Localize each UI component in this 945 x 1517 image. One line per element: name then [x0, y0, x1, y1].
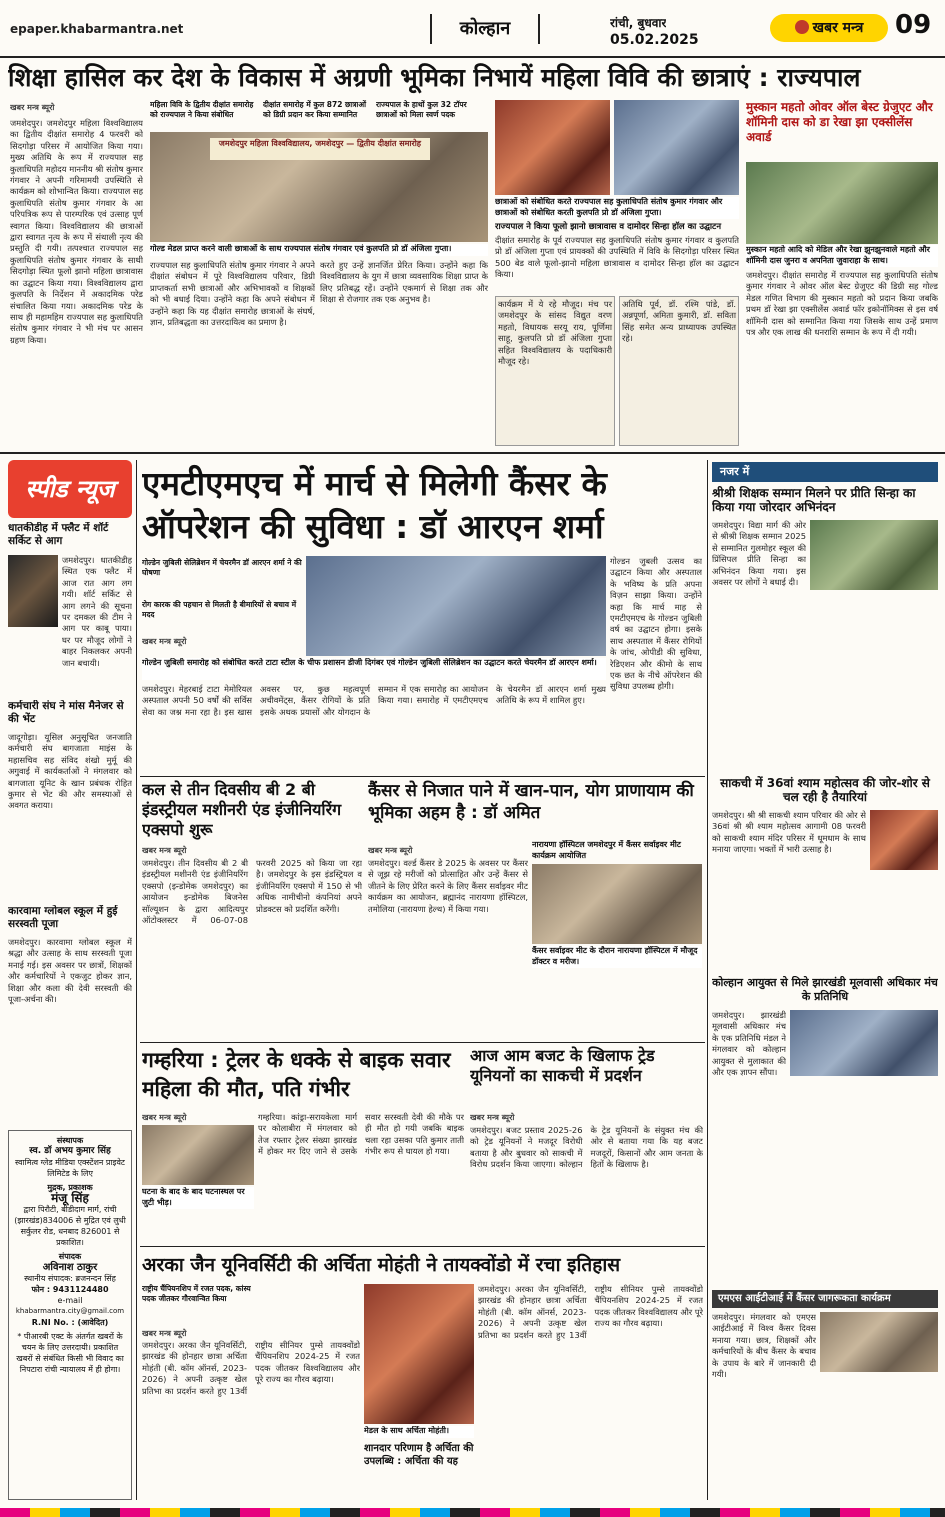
convocation-banner: जमशेदपुर महिला विश्वविद्यालय, जमशेदपुर — द्वितीय दीक्षांत समारोह: [210, 138, 430, 160]
cancer-tag-2: रोग कारक की पहचान से मिलती है बीमारियों से बचाव में मदद: [142, 600, 297, 619]
lead-headline: शिक्षा हासिल कर देश के विकास में अग्रणी भूमिका निभायें महिला विवि की छात्राएं : राज्यपाल: [8, 63, 861, 92]
imprint-editor-label: संपादक: [58, 1252, 82, 1261]
photo-tag-2: दीक्षांत समारोह में कुल 872 छात्राओं को डिग्री प्रदान कर किया सम्मानित: [263, 100, 366, 119]
yoga-headline: कैंसर से निजात पाने में खान-पान, योग प्राणायाम की भूमिका अहम है : डॉ अमित: [368, 781, 694, 823]
divider-cancer: [140, 776, 705, 777]
imprint-owner: स्वामित्व ग्लेड मीडिया एक्स्टेंशन प्राइवेट लिमिटेड के लिए: [15, 1158, 125, 1178]
award-photo: [746, 162, 938, 244]
column-rule-left: [136, 460, 137, 1500]
cancer-body: जमशेदपुर। मेहरबाई टाटा मेमोरियल अस्पताल अपनी 50 वर्षों की सर्विस सेवा का जश्न मना रहा है। इस खास अवसर पर, कुछ महत्वपूर्ण अचीवमेंट्स, कैंसर रोगियों के प्रति इसके अथक प्रयासों और योगदान के सम्मान में एक समारोह का आयोजन किया गया। समारोह में एमटीएमएच के चेयरमैन डॉ आरएन शर्मा मुख्य अतिथि के रूप में शामिल हुए।: [142, 684, 606, 717]
yoga-byline: खबर मन्त्र ब्यूरो: [368, 846, 413, 855]
hostel-body: दीक्षांत समारोह के पूर्व राज्यपाल सह कुलाधिपति संतोष कुमार गंगवार व कुलपति प्रो डॉ अंजिला गुप्ता एवं प्रायक्कों की उपस्थिति में विवि के सिदगोड़ा परिसर स्थित 500 बेड वाले फूलो-झानो महिला छात्रावास व दामोदर सिन्हा हॉल का उद्घाटन किया।: [495, 235, 739, 280]
section-name: कोल्हान: [430, 14, 540, 44]
group-photo-caption: गोल्ड मेडल प्राप्त करने वाली छात्राओं के साथ राज्यपाल संतोष गंगवार एवं कुलपति प्रो डॉ अंजिला गुप्ता।: [150, 244, 488, 256]
commissioner-photo: [790, 1010, 938, 1076]
nazar-2-head: साकची में 36वां श्याम महोत्सव की जोर-शोर से चल रही है तैयारियां: [720, 776, 930, 804]
imprint-email[interactable]: khabarmantra.city@gmail.com: [15, 1307, 125, 1315]
imprint-box: [8, 1130, 132, 1500]
cancer-tag-1: गोल्डेन जुबिली सेलिब्रेशन में चेयरमैन डॉ आरएन शर्मा ने की घोषणा: [142, 558, 302, 577]
nazar-3-body: जमशेदपुर। झारखंडी मूलवासी अधिकार मंच के एक प्रतिनिधि मंडल ने मंगलवार को कोल्हान आयुक्त से मुलाकात की और एक ज्ञापन सौंपा।: [712, 1010, 786, 1078]
page-number: 09: [895, 10, 932, 40]
taekwondo-pull-quote: शानदार परिणाम है अर्चिता की उपलब्धि : अर्चिता की यह: [364, 1443, 474, 1467]
nazar-1-head: श्रीश्री शिक्षक सम्मान मिलने पर प्रीति सिन्हा का किया गया जोरदार अभिनंदन: [712, 486, 916, 514]
yoga-tag: नारायणा हॉस्पिटल जमशेदपुर में कैंसर सर्वाइवर मीट कार्यक्रम आयोजित: [532, 840, 681, 860]
imprint-editor: अविनाश ठाकुर: [42, 1262, 98, 1273]
cancer-event-photo: [306, 556, 606, 656]
column-rule-right: [707, 460, 708, 1500]
lead-col-2: राज्यपाल सह कुलाधिपति संतोष कुमार गंगवार ने अपने दीक्षांत संबोधन में पूरे विश्वविद्यालय परिवार, डिग्री प्राप्तकर्ता सभी छात्राओं और अभिभावकों व शिक्षकों को भी बधाई दिया। उन्होंने कहा कि अपने संबोधन में उन्होंने कहा कि यह दीक्षांत समारोह छात्राओं के संघर्ष, ज्ञान, प्रतिबद्धता का उत्तरदायित्व का प्रमाण है।: [150, 260, 315, 328]
speed-news-2-body: जादूगोड़ा। यूसिल अनुसूचित जनजाति कर्मचारी संघ बागजाता माइंस के महासचिव सह संविद शंखो मुर्मू की अगुवाई में कार्यकर्ताओं ने मंगलवार को बागजाता यूनिट के खान प्रबंधक रोहित कुमार से भेंट की और समस्याओं से अवगत कराया।: [8, 732, 132, 811]
divider-accident: [140, 1246, 705, 1247]
issue-date: 05.02.2025: [610, 32, 699, 48]
attendees-box-2: अतिथि पूर्व, डॉ. रश्मि पांडे, डॉ. अन्नपूर्णा, अमिता कुमारी, डॉ. सविता सिंह समेत अन्य प्राध्यापक उपस्थित रहे।: [619, 296, 739, 446]
teacher-honour-photo: [810, 520, 938, 590]
imprint-publisher-label: मुद्रक, प्रकाशक: [47, 1183, 93, 1192]
attendees-box: कार्यक्रम में ये रहे मौजूद। मंच पर जमशेदपुर के सांसद विद्युत वरण महतो, विधायक सरयू राय, पूर्णिमा साहू, कुलपति प्रो डॉ अंजिला गुप्ता सहित विश्वविद्यालय के पदाधिकारी मौजूद रहे।: [495, 296, 615, 446]
nazar-4-head: एमएस आईटीआई में कैंसर जागरूकता कार्यक्रम: [712, 1290, 938, 1308]
athlete-photo: [364, 1284, 474, 1424]
divider-yoga: [140, 1042, 705, 1043]
taekwondo-body-2: जमशेदपुर। अरका जैन यूनिवर्सिटी, झारखंड की होनहार छात्रा अर्चिता मोहंती (बी. कॉम ऑनर्स, 2023-2026) ने अपनी उत्कृष्ट खेल प्रतिभा का प्रदर्शन करते हुए 13वीं राष्ट्रीय सीनियर पुम्से तायक्वोंडो चैंपियनशिप 2024-25 में रजत पदक जीतकर विश्वविद्यालय और पूरे राज्य का गौरव बढ़ाया।: [478, 1284, 703, 1340]
section-divider: [0, 452, 945, 454]
imprint-rni: R.NI No. : (आवेदित): [31, 1318, 109, 1327]
lead-body: जमशेदपुर। जमशेदपुर महिला विश्वविद्यालय का द्वितीय दीक्षांत समारोह 4 फरवरी को सिदगोड़ा परिसर में आयोजित किया गया। मुख्य अतिथि के रूप में राज्यपाल सह कुलाधिपति महोदय माननीय श्री संतोष कुमार गंगवार ने अपनी गरिमामयी उपस्थिति से कार्यक्रम को शोभान्वित किया। राज्यपाल सह कुलाधिपति संतोष कुमार गंगवार के आ परिपत्रिक रूप से पारम्परिक एवं उत्साह पूर्ण स्वागत किया। विश्वविद्यालय की छात्राओं द्वारा स्वागत नृत्य के रूप में संथाली नृत्य की प्रस्तुति दी गयी। तत्पश्चात राज्यपाल सह कुलाधिपति संतोष कुमार गंगवार के साथी सिदगोड़ा स्थित फूलो झानो महिला छात्रावास का उद्घाटन किया गया। विश्वविद्यालय द्वारा कुलपति के निर्देशन में अकादमिक परेड संचालित किया गया। अकादमिक परेड के साथ ही महामहिम राज्यपाल सह कुलाधिपति संतोष कुमार गंगवार ने भी मंच पर आसन ग्रहण किया।: [10, 118, 143, 345]
nazar-label: नजर में: [712, 462, 938, 482]
imprint-phone: फोन : 9431124480: [31, 1285, 109, 1294]
athlete-caption: मेडल के साथ अर्चिता मोहंती।: [364, 1426, 474, 1438]
speed-news-2-head: कर्मचारी संघ ने मांस मैनेजर से की भेंट: [8, 700, 124, 725]
award-body: जमशेदपुर। दीक्षांत समारोह में राज्यपाल सह कुलाधिपति संतोष कुमार गंगवार ने ओवर ऑल बेस्ट ग्रेजुएट की डिग्री सह गोल्ड मेडल गणित विभाग की मुस्कान महतो को प्रदान किया जबकि प्रथम डॉ रेखा झा एक्सीलेंस अवार्ड फॉर इकोनॉमिक्स से इस वर्ष शॉमिनी दास को सम्मानित किया गया जिसके साथ उन्हें प्रमाण पत्र और एक लाख की धनराशि सम्मान के रूप में दी गयी।: [746, 270, 938, 338]
photo2-caption: छात्राओं को संबोधित करते राज्यपाल सह कुलाधिपति संतोष कुमार गंगवार और छात्राओं को संबोधित करती कुलपति प्रो डॉ अंजिला गुप्ता।: [495, 197, 739, 219]
lead-byline: खबर मन्त्र ब्यूरो: [10, 103, 55, 112]
speed-news-1-head: धातकीडीह में फ्लैट में शॉर्ट सर्किट से आग: [8, 522, 109, 547]
city-day: रांची, बुधवार: [610, 16, 667, 30]
cancer-body-2: गोल्डन जुबली उत्सव का उद्घाटन किया और अस्पताल के भविष्य के प्रति अपना विज़न साझा किया। उन्होंने कहा कि मार्च माह से एमटीएमएच के गोल्डन जुबिली वर्ष का उद्घाटन होगा। इसके साथ अस्पताल में कैंसर रोगियों के जांच, ओपीडी की सुविधा, रेडिएशन और कीमो के साथ एक छत के नीचे ऑपरेशन की सुविधा उपलब्ध होगी।: [610, 556, 702, 692]
accident-body: गम्हरिया। कांड्रा-सरायकेला मार्ग पर कोलाबीरा में मंगलवार को तेज रफ्तार ट्रेलर संख्या झारखंड में होकर मर दिए जाने से उसके सवार सरस्वती देवी की मौके पर ही मौत हो गयी जबकि बाइक चला रहा उसका पति कुमार ताती गंभीर रूप से घायल हो गया।: [258, 1112, 464, 1157]
yoga-body: जमशेदपुर। वर्ल्ड कैंसर डे 2025 के अवसर पर कैंसर से जूझ रहे मरीजों को प्रोत्साहित और उन्हें कैंसर से जीतने के लिए प्रेरित करने के लिए कैंसर सर्वाइवर मीट कार्यक्रम का आयोजन, ब्रह्मानंद नारायणा हॉस्पिटल, तमोलिया (नारायणा हेल्थ) में किया गया।: [368, 858, 528, 914]
photo-tag-1: महिला विवि के द्वितीय दीक्षांत समारोह को राज्यपाल ने किया संबोधित: [150, 100, 254, 119]
budget-body: जमशेदपुर। बजट प्रस्ताव 2025-26 को ट्रेड यूनियनों ने मजदूर विरोधी बताया है और बुधवार को साकची में विरोध प्रदर्शन किया जाएगा। कोल्हान के ट्रेड यूनियनों के संयुक्त मंच की ओर से बताया गया कि यह बजट मजदूरों, किसानों और आम जनता के हितों के खिलाफ है।: [470, 1125, 703, 1170]
convocation-group-photo: [150, 132, 488, 242]
award-photo-caption: मुस्कान महतो आदि को मेडिल और रेखा झुनझुनवाले महतो और शॉमिनी दास जुनरा व अपनिता जुवाराहा के साथ।: [746, 245, 938, 267]
nazar-3-head: कोल्हान आयुक्त से मिले झारखंडी मूलवासी अधिकार मंच के प्रतिनिधि: [712, 976, 938, 1003]
yoga-photo-caption: कैंसर सर्वाइवर मीट के दौरान नारायणा हॉस्पिटल में मौजूद डॉक्टर व मरीज।: [532, 946, 702, 968]
print-registration-strip: [0, 1508, 945, 1517]
cancer-survivor-photo: [532, 864, 702, 944]
expo-headline: कल से तीन दिवसीय बी 2 बी इंडस्ट्रीयल मशीनरी एंड इंजीनियरिंग एक्सपो शुरू: [142, 780, 342, 839]
expo-body: जमशेदपुर। तीन दिवसीय बी 2 बी इंडस्ट्रीयल मशीनरी एंड इंजीनियरिंग एक्सपो (इन्डोमेक जमशेदपुर) का आयोजन इन्डोमेक बिजनेस सॉल्यूशन के द्वारा आदित्यपुर ऑटोक्लस्टर में 06-07-08 फरवरी 2025 को किया जा रहा है। जमशेदपुर के इस इंडस्ट्रियल व इंजीनियरिंग एक्सपो में 150 से भी अधिक नामीचीनो कंपनियां अपने प्रोडक्टस को प्रदर्शित करेंगी।: [142, 858, 362, 926]
speed-news-label: स्पीड न्यूज: [8, 460, 132, 518]
sidebar-award-headline: मुस्कान महतो ओवर ऑल बेस्ट ग्रेजुएट और शॉमिनी दास को डा रेखा झा एक्सीलेंस अवार्ड: [746, 100, 933, 144]
taekwondo-byline: खबर मन्त्र ब्यूरो: [142, 1329, 187, 1338]
imprint-resident-editor: स्थानीय संपादक: ब्रजनन्दन सिंह: [24, 1274, 116, 1283]
nazar-4-body: जमशेदपुर। मंगलवार को एमएस आईटीआई में विश्व कैंसर दिवस मनाया गया। छात्र, शिक्षकों और कर्मचारियों के बीच कैंसर के बचाव के उपाय के बारे में जानकारी दी गयी।: [712, 1312, 816, 1380]
accident-headline: गम्हरिया : ट्रेलर के धक्के से बाइक सवार महिला की मौत, पति गंभीर: [142, 1048, 451, 1101]
imprint-disclaimer: * पीआरबी एक्ट के अंतर्गत खबरों के चयन के लिए उत्तरदायी। प्रकाशित खबरों से संबंधित किसी भी विवाद का निपटारा रांची न्यायालय में ही होगा।: [16, 1332, 124, 1374]
speed-news-3-body: जमशेदपुर। कारवामा ग्लोबल स्कूल में श्रद्धा और उत्साह के साथ सरस्वती पूजा मनाई गई। इस अवसर पर छात्रों, शिक्षकों और कर्मचारियों ने एकजुट होकर ज्ञान, शिक्षा और कला की देवी सरस्वती की पूजा-अर्चना की।: [8, 937, 132, 1005]
taekwondo-body: जमशेदपुर। अरका जैन यूनिवर्सिटी, झारखंड की होनहार छात्रा अर्चिता मोहंती (बी. कॉम ऑनर्स, 2023-2026) ने अपनी उत्कृष्ट खेल प्रतिभा का प्रदर्शन करते हुए 13वीं राष्ट्रीय सीनियर पुम्से तायक्वोंडो चैंपियनशिप 2024-25 में रजत पदक जीतकर विश्वविद्यालय और पूरे राज्य का गौरव बढ़ाया।: [142, 1340, 360, 1396]
vice-chancellor-photo: [614, 100, 739, 195]
accident-photo: [142, 1125, 254, 1185]
site-url[interactable]: epaper.khabarmantra.net: [10, 22, 184, 36]
nazar-2-body: जमशेदपुर। श्री श्री साकची श्याम परिवार की ओर से 36वां श्री श्री श्याम महोत्सव आगामी 08 फरवरी को साकची श्याम मंदिर परिसर में धूमधाम के साथ मनाया जाएगा। भक्तों में भारी उत्साह है।: [712, 810, 866, 855]
brand-logo: [770, 14, 888, 42]
taekwondo-headline: अरका जैन यूनिवर्सिटी की अर्चिता मोहंती ने तायक्वोंडो में रचा इतिहास: [142, 1254, 621, 1276]
budget-headline: आज आम बजट के खिलाफ ट्रेड यूनियनों का साकची में प्रदर्शन: [470, 1046, 655, 1085]
shyam-photo: [870, 810, 938, 870]
imprint-title: संस्थापक: [56, 1136, 84, 1145]
nazar-1-body: जमशेदपुर। विद्या मार्ग की ओर से श्रीश्री शिक्षक सम्मान 2025 से सम्मानित गुलमोहर स्कूल की प्रिंसिपल प्रीति सिन्हा का अभिनंदन किया गया। इस अवसर पर लोगों ने बधाई दी।: [712, 520, 806, 588]
cancer-photo-caption: गोल्डेन जुबिली समारोह को संबोधित करते टाटा स्टील के चीफ प्रशासन डीजी दिगंबर एवं गोल्डेन जुबिली सेलिब्रेशन का उद्घाटन करते चेयरमैन डॉ आरएन शर्मा।: [142, 658, 606, 680]
budget-byline: खबर मन्त्र ब्यूरो: [470, 1113, 515, 1122]
accident-caption: घटना के बाद के बाद घटनास्थल पर जुटी भीड़।: [142, 1187, 254, 1209]
iti-photo: [820, 1312, 938, 1372]
governor-photo: [495, 100, 610, 195]
photo-tag-3: राज्यपाल के हाथों कुल 32 टॉपर छात्राओं को मिला स्वर्ण पदक: [376, 100, 467, 119]
cancer-byline: खबर मन्त्र ब्यूरो: [142, 637, 187, 646]
accident-byline: खबर मन्त्र ब्यूरो: [142, 1113, 187, 1122]
speed-news-3-head: कारवामा ग्लोबल स्कूल में हुई सरस्वती पूजा: [8, 905, 118, 930]
expo-byline: खबर मन्त्र ब्यूरो: [142, 846, 187, 855]
brand-name: खबर मन्त्र: [812, 20, 864, 36]
imprint-address: द्वारा पिरौटी, बीडीदाग मार्ग, रांची (झारखंड)834006 से मुद्रित एवं लुधी सर्कुलर रोड, धनबाद 826001 से प्रकाशित।: [14, 1205, 126, 1247]
imprint-founder: स्व. डॉ अभय कुमार सिंह: [29, 1146, 111, 1156]
imprint-publisher: मंजू सिंह: [51, 1191, 89, 1205]
cancer-headline: एमटीएमएच में मार्च से मिलेगी कैंसर के ऑपरेशन की सुविधा : डॉ आरएन शर्मा: [142, 464, 607, 546]
brand-icon: [795, 20, 809, 34]
hostel-subhead: राज्यपाल ने किया फूलो झानो छात्रावास व दामोदर सिन्हा हॉल का उद्घाटन: [495, 222, 722, 232]
imprint-email-label: e-mail: [57, 1296, 83, 1305]
speed-news-1-body: जमशेदपुर। धातकीडीह स्थित एक फ्लैट में आज रात आग लग गयी। शॉर्ट सर्किट से आग लगने की सूचना पर दमकल की टीम ने आग पर काबू पाया। घर पर मौजूद लोगों ने बाहर निकलकर अपनी जान बचायी।: [62, 555, 132, 668]
lead-col-3: करते हुए उन्हें ज्ञानर्जित प्रेरित किया। उन्होंने कहा कि विश्वविद्यालय के युग में छात्रा व्यवसायिक शिक्षा प्राप्त के लिए प्रतिबद्ध रहें। उन्होंने एकमार्ग से शिक्षा तक और शिक्षा से रोजगार तक एक अनुभव है।: [320, 260, 488, 305]
taekwondo-tag: राष्ट्रीय चैंपियनशिप में रजत पदक, कांस्य पदक जीतकर गौरवान्वित किया: [142, 1284, 251, 1303]
